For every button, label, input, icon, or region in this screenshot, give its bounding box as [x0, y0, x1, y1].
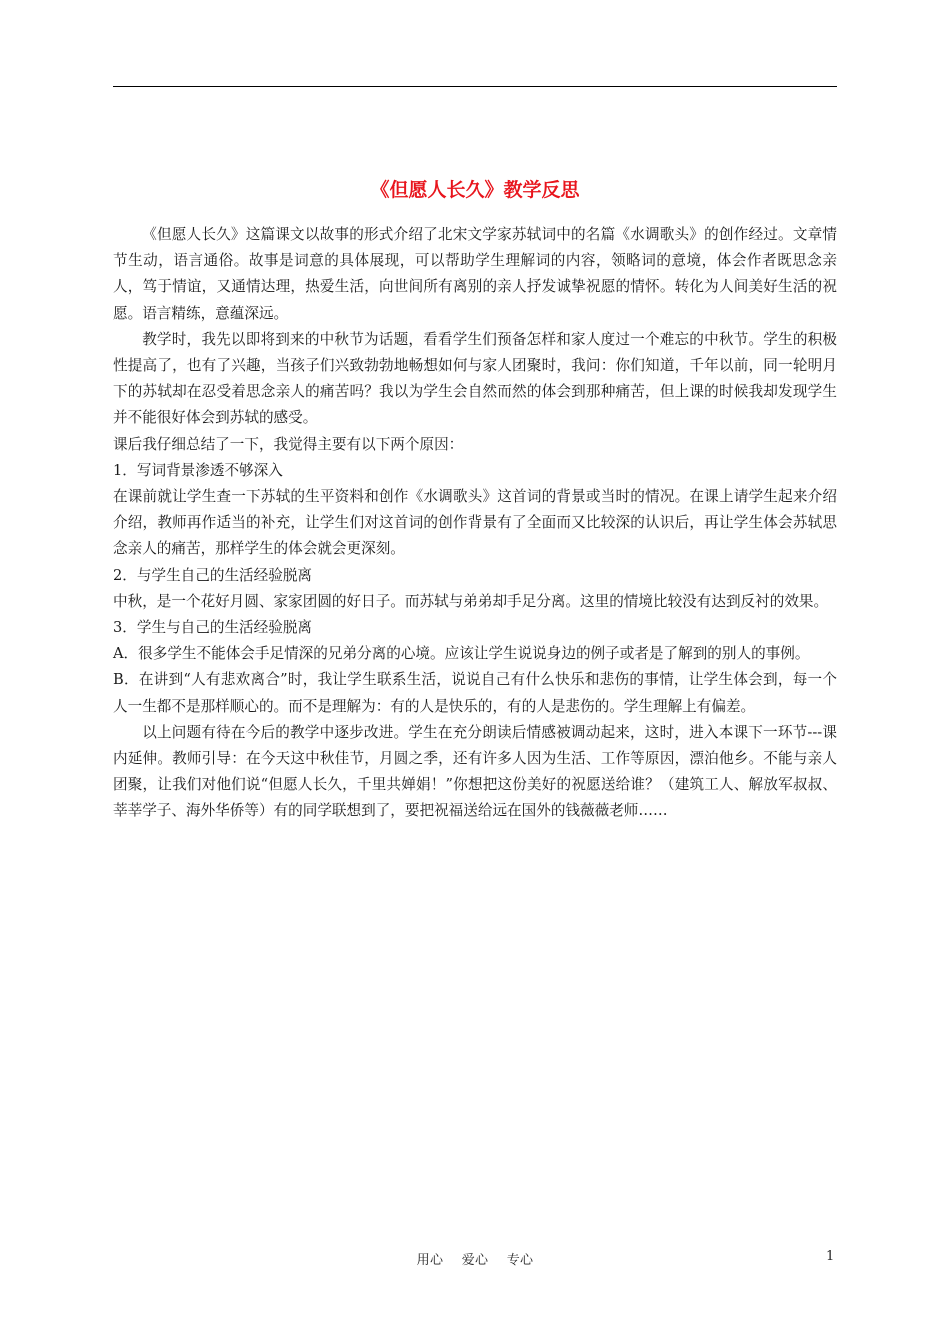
footer-slogan: 用心 爱心 专心 [416, 1253, 534, 1268]
paragraph-intro: 《但愿人长久》这篇课文以故事的形式介绍了北宋文学家苏轼词中的名篇《水调歌头》的创作经过。文章情节生动，语言通俗。故事是词意的具体展现，可以帮助学生理解词的内容，领略词的意境，体会作者既思念亲人，笃于情谊，又通情达理，热爱生活，向世间所有离别的亲人抒发诚挚祝愿的情怀。转化为人间美好生活的祝愿。语言精练，意蕴深远。 [113, 226, 837, 322]
paragraph-teaching: 教学时，我先以即将到来的中秋节为话题，看看学生们预备怎样和家人度过一个难忘的中秋节。学生的积极性提高了，也有了兴趣，当孩子们兴致勃勃地畅想如何与家人团聚时，我问：你们知道，千年以前，同一轮明月下的苏轼却在忍受着思念亲人的痛苦吗？我以为学生会自然而然的体会到那种痛苦，但上课的时候我却发现学生并不能很好体会到苏轼的感受。 [113, 330, 837, 427]
heading-point-1: 1．写词背景渗透不够深入 [113, 461, 283, 479]
paragraph-point-1: 在课前就让学生查一下苏轼的生平资料和创作《水调歌头》这首词的背景或当时的情况。在课上请学生起来介绍介绍，教师再作适当的补充，让学生们对这首词的创作背景有了全面而又比较深的认识后，再让学生体会苏轼思念亲人的痛苦，那样学生的体会就会更深刻。 [113, 488, 837, 558]
paragraph-summary: 课后我仔细总结了一下，我觉得主要有以下两个原因： [113, 435, 464, 453]
heading-point-3: 3．学生与自己的生活经验脱离 [113, 619, 313, 637]
document-body [113, 222, 837, 825]
header-rule [113, 86, 837, 87]
paragraph-point-3b: B．在讲到“人有悲欢离合”时，我让学生联系生活，说说自己有什么快乐和悲伤的事情，让学生体会到，每一个人一生都不是那样顺心的。而不是理解为：有的人是快乐的，有的人是悲伤的。学生理解上有偏差。 [113, 671, 837, 715]
page-number: 1 [826, 1249, 835, 1264]
document-title: 《但愿人长久》教学反思 [370, 179, 580, 201]
paragraph-point-2: 中秋，是一个花好月圆、家家团圆的好日子。而苏轼与弟弟却手足分离。这里的情境比较没有达到反衬的效果。 [113, 592, 829, 610]
heading-point-2: 2．与学生自己的生活经验脱离 [113, 566, 313, 584]
paragraph-conclusion: 以上问题有待在今后的教学中逐步改进。学生在充分朗读后情感被调动起来，这时，进入本课下一环节---课内延伸。教师引导：在今天这中秋佳节，月圆之季，还有许多人因为生活、工作等原因，漂泊他乡。不能与亲人团聚，让我们对他们说“但愿人长久，千里共婵娟！”你想把这份美好的祝愿送给谁？（建筑工人、解放军叔叔、莘莘学子、海外华侨等）有的同学联想到了，要把祝福送给远在国外的钱薇薇老师…… [113, 723, 837, 820]
paragraph-point-3a: A．很多学生不能体会手足情深的兄弟分离的心境。应该让学生说说身边的例子或者是了解到的别人的事例。 [113, 645, 810, 663]
